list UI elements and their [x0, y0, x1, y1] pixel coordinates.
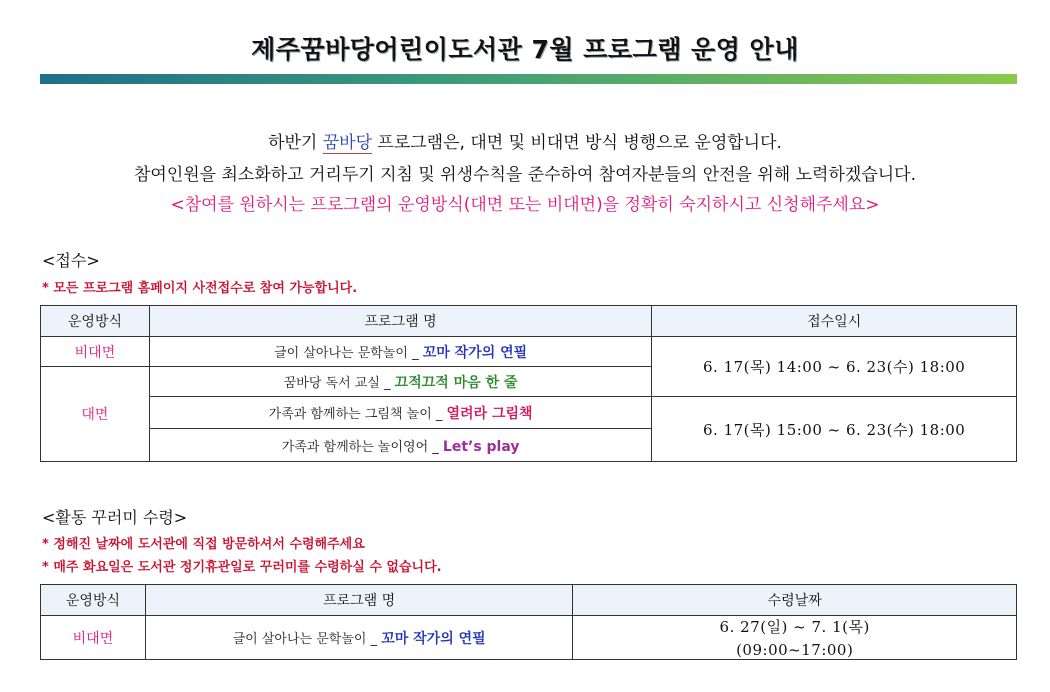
- program-cell: [149, 337, 651, 367]
- program-name: 끄적끄적 마음 한 줄: [394, 374, 518, 391]
- program-name: 꼬마 작가의 연필: [422, 344, 528, 361]
- reception-heading: <접수>: [42, 251, 100, 270]
- intro-highlight-kkumbadang: 꿈바당: [322, 133, 373, 153]
- intro-line-1: [0, 128, 1050, 153]
- reception-table: [40, 305, 1017, 462]
- page-title: 제주꿈바당어린이도서관 7월 프로그램 운영 안내: [251, 35, 799, 64]
- pickup-heading: <활동 꾸러미 수령>: [42, 508, 188, 527]
- pickup-note-2: * 매주 화요일은 도서관 정기휴관일로 꾸러미를 수령하실 수 없습니다.: [42, 560, 442, 575]
- pickup-col-date: 수령날짜: [573, 585, 1017, 616]
- pickup-header-row: [41, 585, 1017, 616]
- pickup-time-range: (09:00~17:00): [736, 641, 854, 659]
- program-name: Let’s play: [442, 438, 520, 455]
- intro-line-1-suffix: 프로그램은, 대면 및 비대면 방식 병행으로 운영합니다.: [372, 133, 782, 153]
- reception-header-row: [41, 306, 1017, 337]
- pickup-date-cell: [573, 616, 1017, 660]
- program-prefix: 가족과 함께하는 그림책 놀이 _: [268, 406, 447, 422]
- pickup-method-cell: 비대면: [41, 616, 146, 660]
- pickup-col-method: 운영방식: [41, 585, 146, 616]
- reception-col-method: 운영방식: [41, 306, 150, 337]
- program-cell: [149, 367, 651, 397]
- pickup-date-range: 6. 27(일) ~ 7. 1(목): [719, 618, 870, 636]
- program-cell: [149, 397, 651, 429]
- table-row: [41, 616, 1017, 660]
- reception-col-date: 접수일시: [652, 306, 1017, 337]
- program-prefix: 글이 살아나는 문학놀이 _: [274, 345, 423, 361]
- pickup-program-cell: [145, 616, 573, 660]
- reception-note: * 모든 프로그램 홈페이지 사전접수로 참여 가능합니다.: [42, 281, 358, 296]
- intro-line-2: 참여인원을 최소화하고 거리두기 지침 및 위생수칙을 준수하여 참여자분들의 안전을 위해 노력하겠습니다.: [133, 165, 916, 185]
- program-prefix: 가족과 함께하는 놀이영어 _: [281, 439, 443, 455]
- reception-col-program: 프로그램 명: [149, 306, 651, 337]
- program-name: 꼬마 작가의 연필: [381, 630, 486, 647]
- program-name: 열려라 그림책: [446, 405, 533, 422]
- program-cell: [149, 429, 651, 462]
- method-online-cell: 비대면: [41, 337, 150, 367]
- intro-line-3-notice: <참여를 원하시는 프로그램의 운영방식(대면 또는 비대면)을 정확히 숙지하시고 신청해주세요>: [170, 195, 880, 215]
- pickup-note-1: * 정해진 날짜에 도서관에 직접 방문하셔서 수령해주세요: [42, 537, 365, 552]
- pickup-col-program: 프로그램 명: [145, 585, 573, 616]
- reception-date-cell: 6. 17(목) 15:00 ~ 6. 23(수) 18:00: [652, 397, 1017, 462]
- reception-date-cell: 6. 17(목) 14:00 ~ 6. 23(수) 18:00: [652, 337, 1017, 397]
- table-row: [41, 337, 1017, 367]
- table-row: [41, 397, 1017, 429]
- title-underline-bar: [40, 74, 1017, 84]
- pickup-table: [40, 584, 1017, 660]
- program-prefix: 글이 살아나는 문학놀이 _: [232, 631, 382, 647]
- method-offline-cell: 대면: [41, 367, 150, 462]
- program-prefix: 꿈바당 독서 교실 _: [283, 375, 395, 391]
- intro-line-1-prefix: 하반기: [268, 133, 323, 153]
